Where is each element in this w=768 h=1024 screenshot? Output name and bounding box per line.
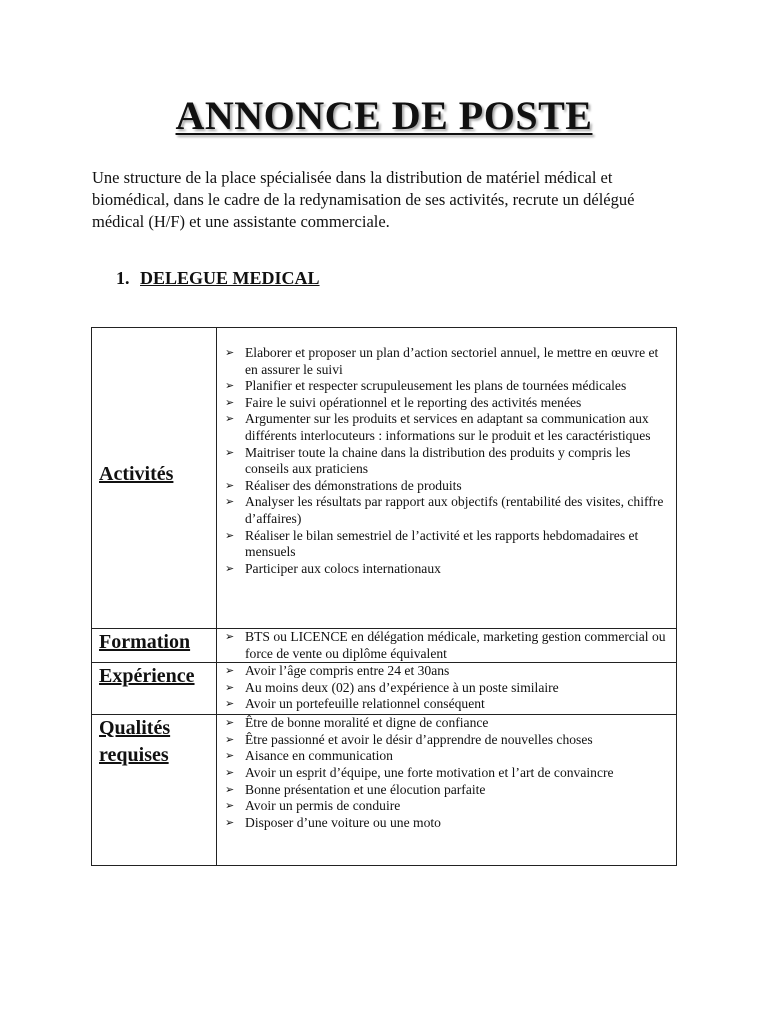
arrow-bullet-icon: ➢ bbox=[225, 782, 235, 796]
list-item-text: Argumenter sur les produits et services en adaptant sa communication aux différents interlocuteurs : informations sur le produit et les caractéristiques bbox=[245, 411, 651, 443]
list-item bbox=[225, 560, 672, 578]
arrow-bullet-icon: ➢ bbox=[225, 815, 235, 829]
row-label-qualites-line2: requises bbox=[99, 744, 169, 767]
list-item-text: Participer aux colocs internationaux bbox=[245, 560, 441, 576]
list-item-text: Disposer d’une voiture ou une moto bbox=[245, 814, 441, 830]
row-label-cell bbox=[92, 715, 217, 866]
row-label-experience: Expérience bbox=[99, 665, 195, 688]
list-item-text: Réaliser des démonstrations de produits bbox=[245, 477, 462, 493]
table-row-qualites bbox=[92, 715, 677, 866]
list-item-text: Elaborer et proposer un plan d’action sectoriel annuel, le mettre en œuvre et en assurer le suivi bbox=[245, 345, 659, 377]
page-title: ANNONCE DE POSTE bbox=[175, 93, 593, 138]
row-label-cell bbox=[92, 328, 217, 629]
list-item bbox=[225, 411, 672, 444]
arrow-bullet-icon: ➢ bbox=[225, 680, 235, 694]
section-heading bbox=[116, 268, 320, 289]
list-item bbox=[225, 345, 672, 378]
job-requirements-table bbox=[91, 327, 677, 866]
arrow-bullet-icon: ➢ bbox=[225, 528, 235, 542]
arrow-bullet-icon: ➢ bbox=[225, 716, 235, 730]
formation-list bbox=[217, 629, 676, 662]
activites-list bbox=[217, 328, 676, 577]
list-item-text: Avoir un permis de conduire bbox=[245, 798, 401, 814]
list-item bbox=[225, 527, 672, 561]
arrow-bullet-icon: ➢ bbox=[225, 395, 235, 409]
row-label-cell bbox=[92, 629, 217, 663]
arrow-bullet-icon: ➢ bbox=[225, 478, 235, 492]
experience-list bbox=[217, 663, 676, 713]
row-label-formation: Formation bbox=[99, 631, 191, 653]
arrow-bullet-icon: ➢ bbox=[225, 799, 235, 813]
intro-paragraph: Une structure de la place spécialisée dans la distribution de matériel médical et biomédical, dans le cadre de la redynamisation de ses activités, recrute un délégué médical (H/F) et une assistante commerciale. bbox=[92, 168, 635, 231]
list-item bbox=[225, 814, 672, 832]
list-item bbox=[225, 494, 672, 527]
row-content-cell bbox=[217, 715, 677, 866]
list-item-text: Au moins deux (02) ans d’expérience à un poste similaire bbox=[245, 679, 559, 695]
row-label-activites: Activités bbox=[99, 463, 174, 485]
arrow-bullet-icon: ➢ bbox=[225, 445, 235, 459]
list-item bbox=[225, 477, 672, 495]
arrow-bullet-icon: ➢ bbox=[225, 495, 235, 509]
list-item bbox=[225, 731, 672, 749]
list-item-text: Avoir l’âge compris entre 24 et 30ans bbox=[245, 663, 450, 679]
arrow-bullet-icon: ➢ bbox=[225, 379, 235, 393]
list-item-text: Être passionné et avoir le désir d’apprendre de nouvelles choses bbox=[245, 731, 593, 747]
row-label-qualites-line1: Qualités bbox=[99, 717, 171, 740]
table-row-formation bbox=[92, 629, 677, 663]
list-item-text: BTS ou LICENCE en délégation médicale, marketing gestion commercial ou force de vente ou diplôme équivalent bbox=[245, 629, 666, 661]
list-item bbox=[225, 679, 672, 697]
row-content-cell bbox=[217, 328, 677, 629]
table-row-experience bbox=[92, 663, 677, 715]
list-item bbox=[225, 781, 672, 799]
list-item-text: Être de bonne moralité et digne de confiance bbox=[245, 715, 489, 731]
list-item-text: Réaliser le bilan semestriel de l’activité et les rapports hebdomadaires et mensuels bbox=[245, 527, 639, 560]
list-item bbox=[225, 748, 672, 765]
list-item bbox=[225, 696, 672, 713]
arrow-bullet-icon: ➢ bbox=[225, 749, 235, 763]
list-item bbox=[225, 764, 672, 782]
table-row-activites bbox=[92, 328, 677, 629]
list-item-text: Bonne présentation et une élocution parfaite bbox=[245, 781, 486, 797]
list-item bbox=[225, 378, 672, 395]
list-item-text: Avoir un esprit d’équipe, une forte motivation et l’art de convaincre bbox=[245, 764, 614, 780]
arrow-bullet-icon: ➢ bbox=[225, 697, 235, 711]
list-item-text: Planifier et respecter scrupuleusement les plans de tournées médicales bbox=[245, 378, 627, 394]
section-label: DELEGUE MEDICAL bbox=[140, 268, 320, 288]
list-item bbox=[225, 715, 672, 732]
row-label-cell bbox=[92, 663, 217, 715]
arrow-bullet-icon: ➢ bbox=[225, 561, 235, 575]
arrow-bullet-icon: ➢ bbox=[225, 630, 235, 643]
list-item bbox=[225, 394, 672, 412]
list-item-text: Faire le suivi opérationnel et le reporting des activités menées bbox=[245, 394, 582, 410]
list-item bbox=[225, 444, 672, 478]
arrow-bullet-icon: ➢ bbox=[225, 346, 235, 359]
list-item bbox=[225, 798, 672, 815]
list-item bbox=[225, 629, 672, 662]
list-item-text: Analyser les résultats par rapport aux objectifs (rentabilité des visites, chiffre d’affaires) bbox=[245, 494, 664, 526]
row-content-cell bbox=[217, 629, 677, 663]
arrow-bullet-icon: ➢ bbox=[225, 732, 235, 746]
list-item-text: Aisance en communication bbox=[245, 748, 393, 764]
list-item bbox=[225, 663, 672, 680]
list-item-text: Avoir un portefeuille relationnel conséquent bbox=[245, 696, 485, 712]
arrow-bullet-icon: ➢ bbox=[225, 664, 235, 678]
section-number: 1. bbox=[116, 268, 130, 288]
arrow-bullet-icon: ➢ bbox=[225, 412, 235, 426]
row-content-cell bbox=[217, 663, 677, 715]
arrow-bullet-icon: ➢ bbox=[225, 765, 235, 779]
qualites-list bbox=[217, 715, 676, 831]
list-item-text: Maitriser toute la chaine dans la distribution des produits y compris les conseils aux praticiens bbox=[245, 444, 631, 477]
